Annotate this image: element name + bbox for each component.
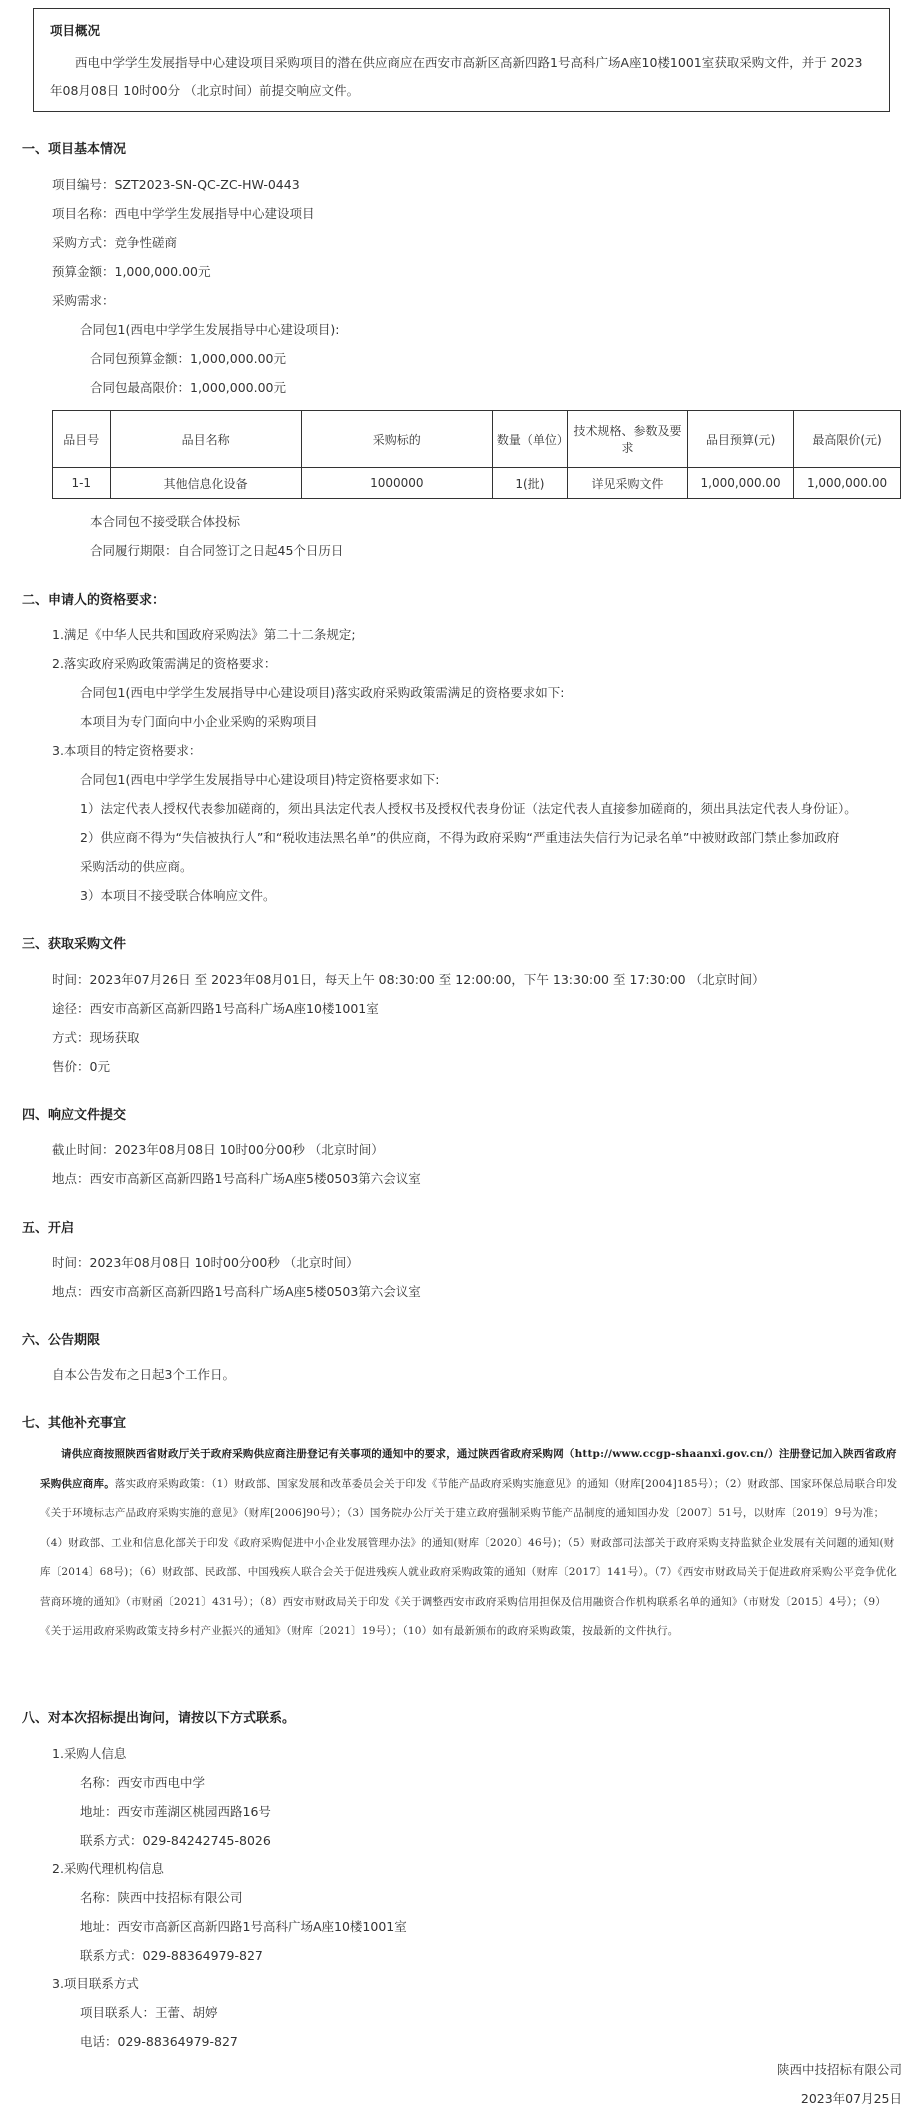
submission-place: 地点：西安市高新区高新四路1号高科广场A座5楼0503第六会议室 [52,1171,421,1186]
table-header: 技术规格、参数及要求 [567,411,687,468]
qualification-3-item-1: 1）法定代表人授权代表参加磋商的，须出具法定代表人授权书及授权代表身份证（法定代表人直接参加磋商的，须出具法定代表人身份证）。 [80,801,857,816]
contract-period: 合同履行期限：自合同签订之日起45个日历日 [90,543,344,558]
supplier-registration-notice: 请供应商按照陕西省财政厅关于政府采购供应商注册登记有关事项的通知中的要求，通过陕西省政府采购网（http://www.ccgp-shaanxi.gov.cn/）注册登记加入陕西省政府采购供应商库。 [40,1448,897,1490]
table-row [53,468,901,499]
acquire-price: 售价：0元 [52,1059,110,1074]
qualification-2-detail: 合同包1(西电中学学生发展指导中心建设项目)落实政府采购政策需满足的资格要求如下: [80,685,565,700]
footer-company: 陕西中技招标有限公司 [776,2062,902,2077]
package-budget: 合同包预算金额：1,000,000.00元 [90,351,286,366]
purchaser-info-label: 1.采购人信息 [52,1746,127,1761]
table-header: 品目预算(元) [688,411,794,468]
table-header: 采购标的 [301,411,492,468]
table-cell: 1-1 [53,468,111,499]
qualification-3-item-3: 3）本项目不接受联合体响应文件。 [80,888,276,903]
footer-date: 2023年07月25日 [800,2091,902,2106]
budget-amount: 预算金额：1,000,000.00元 [52,264,211,279]
package-max-price: 合同包最高限价：1,000,000.00元 [90,380,286,395]
agency-address: 地址：西安市高新区高新四路1号高科广场A座10楼1001室 [80,1919,407,1934]
table-header: 数量（单位） [492,411,567,468]
overview-box [33,8,890,112]
package-1-label: 合同包1(西电中学学生发展指导中心建设项目): [80,322,340,337]
opening-time: 时间：2023年08月08日 10时00分00秒 （北京时间） [52,1255,359,1270]
project-contact-label: 3.项目联系方式 [52,1976,139,1991]
submission-deadline: 截止时间：2023年08月08日 10时00分00秒 （北京时间） [52,1142,384,1157]
table-header-row [53,411,901,468]
supplementary-notice [40,1440,900,1647]
overview-text: 西电中学学生发展指导中心建设项目采购项目的潜在供应商应在西安市高新区高新四路1号高科广场A座10楼1001室获取采购文件，并于 2023年08月08日 10时00分 （北京时间）前提交响应文件。 [50,55,863,98]
acquire-channel: 途径：西安市高新区高新四路1号高科广场A座10楼1001室 [52,1001,379,1016]
qualification-2-sme: 本项目为专门面向中小企业采购的采购项目 [80,714,318,729]
notice-period: 自本公告发布之日起3个工作日。 [52,1367,235,1382]
table-cell: 1,000,000.00 [688,468,794,499]
purchaser-address: 地址：西安市莲湖区桃园西路16号 [80,1804,271,1819]
section-4-title: 四、响应文件提交 [22,1108,127,1123]
project-number: 项目编号：SZT2023-SN-QC-ZC-HW-0443 [52,177,300,192]
section-6-title: 六、公告期限 [22,1333,101,1348]
table-cell: 其他信息化设备 [110,468,301,499]
table-cell: 1(批) [492,468,567,499]
project-contact-phone: 电话：029-88364979-827 [80,2034,238,2049]
section-3-title: 三、获取采购文件 [22,937,127,952]
qualification-3-item-2: 2）供应商不得为“失信被执行人”和“税收违法黑名单”的供应商，不得为政府采购“严重违法失信行为记录名单”中被财政部门禁止参加政府 [80,830,840,845]
project-name: 项目名称：西电中学学生发展指导中心建设项目 [52,206,315,221]
items-table [52,410,901,499]
project-contact-person: 项目联系人：王蕾、胡婷 [80,2005,218,2020]
procurement-policy-list: 落实政府采购政策：（1）财政部、国家发展和改革委员会关于印发《节能产品政府采购实施意见》的通知（财库[2004]185号）；（2）财政部、国家环保总局联合印发《关于环境标志产品政府采购实施的意见》（财库[2006]90号）；（3）国务院办公厅关于建立政府强制采购节能产品制度的通知国办发〔2007〕51号，以财库〔2019〕9号为准；（4）财政部、工业和信息化部关于印发《政府采购促进中小企业发展管理办法》的通知(财库〔2020〕46号)；（5）财政部司法部关于政府采购支持监狱企业发展有关问题的通知(财库〔2014〕68号)；（6）财政部、民政部、中国残疾人联合会关于促进残疾人就业政府采购政策的通知（财库〔2017〕141号）。（7）《西安市财政局关于促进政府采购公平竞争优化营商环境的通知》（市财函〔2021〕431号）；（8）西安市财政局关于印发《关于调整西安市政府采购信用担保及信用融资合作机构联系名单的通知》（市财发〔2015〕4号）；（9）《关于运用政府采购政策支持乡村产业振兴的通知》（财库〔2021〕19号）；（10）如有最新颁布的政府采购政策，按最新的文件执行。 [40,1477,898,1637]
agency-info-label: 2.采购代理机构信息 [52,1861,164,1876]
qualification-3: 3.本项目的特定资格要求： [52,743,202,758]
opening-place: 地点：西安市高新区高新四路1号高科广场A座5楼0503第六会议室 [52,1284,421,1299]
section-2-title: 二、申请人的资格要求： [22,593,166,608]
purchaser-contact: 联系方式：029-84242745-8026 [80,1833,271,1848]
procurement-method: 采购方式：竞争性磋商 [52,235,178,250]
table-header: 品目号 [53,411,111,468]
qualification-1: 1.满足《中华人民共和国政府采购法》第二十二条规定; [52,627,356,642]
section-8-title: 八、对本次招标提出询问，请按以下方式联系。 [22,1711,296,1726]
agency-contact: 联系方式：029-88364979-827 [80,1948,263,1963]
purchaser-name: 名称：西安市西电中学 [80,1775,206,1790]
table-cell: 详见采购文件 [567,468,687,499]
table-header: 品目名称 [110,411,301,468]
procurement-need-label: 采购需求： [52,293,115,308]
overview-heading: 项目概况 [50,23,101,38]
section-7-title: 七、其他补充事宜 [22,1416,127,1431]
no-consortium-note: 本合同包不接受联合体投标 [90,514,241,529]
table-cell: 1000000 [301,468,492,499]
qualification-3-detail: 合同包1(西电中学学生发展指导中心建设项目)特定资格要求如下: [80,772,440,787]
acquire-mode: 方式：现场获取 [52,1030,140,1045]
table-header: 最高限价(元) [794,411,901,468]
agency-name: 名称：陕西中技招标有限公司 [80,1890,243,1905]
acquire-time: 时间：2023年07月26日 至 2023年08月01日，每天上午 08:30:00 至 12:00:00，下午 13:30:00 至 17:30:00 （北京时间） [52,972,765,987]
table-cell: 1,000,000.00 [794,468,901,499]
qualification-3-item-2-cont: 采购活动的供应商。 [80,859,193,874]
section-5-title: 五、开启 [22,1221,75,1236]
qualification-2: 2.落实政府采购政策需满足的资格要求： [52,656,277,671]
section-1-title: 一、项目基本情况 [22,142,127,157]
